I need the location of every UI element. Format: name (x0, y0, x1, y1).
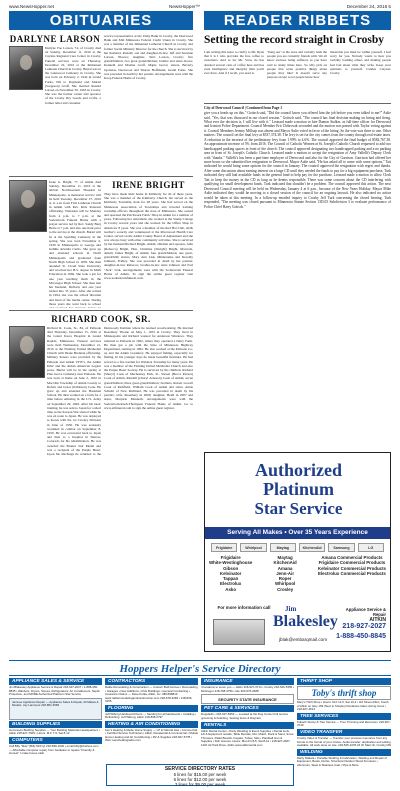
brand-item: Kelvinator Commercial Products (317, 565, 386, 571)
ad-owner-first: Jim (285, 605, 297, 613)
obituaries-banner: OBITUARIES (9, 11, 193, 30)
brand-logo: Frigidaire (211, 543, 237, 552)
brand-item: White-Westinghouse (209, 560, 253, 566)
listing-text: SECURITY STATE INSURANCE (218, 697, 277, 703)
category-computers: COMPUTERS (9, 737, 102, 744)
ad-line-star-service: Star Service (254, 499, 343, 518)
helpers-title-rule (9, 675, 391, 676)
ad-serving-strip: Serving All Makes • Over 35 Years Experience (205, 527, 390, 539)
listing-text: 4 locations to serve you — Aitkin 218-927-3713 • Crosby 218-546-5355 • McGregor 218-768-3759 • Isle 320-676-3488 (201, 685, 294, 693)
helpers-col-1 (9, 678, 102, 757)
listing-text: Ken's Heating & Radio Home Supply — LP & Natural Gas • Commercial • Certified Service Technician • Aitkin. Residential & Commercial • Mobile Home Heating and Air Conditioning • RV & Supplies 218-927-6778 • Web: kensheatingradio.com (105, 727, 198, 743)
listing-text: Toby's thrift shop (311, 688, 377, 698)
ad-owner-last: Blakesley (273, 613, 338, 630)
brand-item: Roper (278, 576, 292, 582)
category-heating: HEATING & AIR CONDITIONING (105, 721, 198, 728)
ad-phones (332, 607, 386, 640)
service-directory-rates (106, 764, 294, 786)
obit-divider-2 (9, 310, 193, 311)
brand-list-3 (318, 555, 386, 592)
letter-col-2 (267, 50, 327, 100)
reader-ribbets-banner: READER RIBBETS (204, 11, 391, 30)
category-tree-services: TREE SERVICES (297, 713, 391, 720)
brand-item: Crosley (277, 586, 294, 592)
council-story (204, 106, 391, 448)
obit-text-darlyne-1 (9, 46, 101, 174)
helpers-top-rule (9, 660, 391, 661)
obit-text-richard-1 (9, 326, 101, 456)
helpers-col-2 (105, 678, 198, 744)
brand-item: Asko (225, 586, 237, 592)
brand-list-1 (209, 555, 252, 592)
ribbets-divider (204, 103, 391, 104)
listing-text: Jamnee Appliance Repair — Appliance Sales & Repair, All Makes & Models. Jay Lammers 218-851-3583 (12, 699, 99, 708)
ad-location: AITKIN (369, 617, 386, 623)
listing-text: Jim Blakesley Appliance Service & Repair 218-927-2027 • 1-888-450-8845 • Washers, Dryers, Stoves, Refrigerators, Air Conditioners, Septic Protection, and MORE Authorized Platinum Star Service (9, 685, 100, 696)
appliance-image (213, 619, 265, 645)
category-thrift-shop: THRIFT SHOP (297, 678, 391, 685)
obit-text-richard-2 (104, 326, 193, 456)
obit-text-irene-2 (104, 192, 193, 308)
brand-item: Kelvinator (219, 570, 242, 576)
letter-text-2: "hang out" at the store and verbally bash the people you are currently friends with. We all know excuses being suffered, as you have said so many times here. So why pick on people that write positive things about people they like? It doesn't serve any purpose except to let people know how (267, 50, 327, 80)
listing-text: Mary's Thrift Shop • Hours: M-F 11-5, Sat 10-4 • 3rd Street Aitkin, South of Aitkin on Hwy 169 (Next to Shopko) Donations taken during hours • 218-927-4613 (297, 700, 389, 712)
date-page-label: December 24, 2016 5 (346, 4, 391, 9)
ad-phone-2[interactable]: 1-888-450-8845 (336, 633, 386, 640)
letter-text-3: miserable you must be within yourself. I feel sorry for you. Nobody wants to hear you verbally bashing others and making people feel bad about what they write. Keep your opinions to yourself. Candee Clayton, Crosby (330, 50, 391, 76)
brand-item: Frigidaire Commercial Products (318, 560, 386, 566)
ad-phone-1[interactable]: 218-927-2027 (342, 623, 386, 630)
rate-line: 6 lines for $12.00 per week (173, 777, 227, 782)
council-story-body: give you a heads up on this." Gottsch said, "Did the council know you offered him the job before you even talked to me?" Aulie said, "Yes, that was discussed in our closed session." Gottsch said, "The council has final decision making on hiring and firing. What ever the decision is, I will live with it." Leonard made a motion to hire Damon Stalker, as full-time officer for Deerwood and Ironton Police Department. Council Member Eric Dobrovak seconded and the motion was passed with Taylor voting against it. Council Members Jeremy Millsap was absent and Mayor Aulie voted in favor of the hiring. So the vote was three to one. Other matters: The council set the final levy at $537,374.38. The levy is set for the city comes from the county through real estate taxes. A reduction in the increase of the preliminary levy from 1.99% to 4.6%. The council approved the final budget of $582,767.38. An approximate increase of 5% from 2016. The Council of Catholic Women at St. Joseph's Catholic Church requested to add two handicapped parking spaces in front of the church. The council approved designating two handicapped parking and a no parking area in front of St. Joseph's Catholic Church. Leonard made a motion to accept the resignation of Amy Vallelli's Deputy Clerk with "thanks." Vallelli's has been a part-time employee of Deerwood and also for the City of Garrison. Garrison had offered her more hours so she submitted her resignation to Deerwood. Mayor Aulie said, "He has asked all to come with some options." Tait indicated he would bring some options for the council in January. The council approved the resignation with regret and thanks. After some discussion about earning interest on a large CD until they needed the funds to pay for a big equipment purchase, Turk indicated they still had available funds in the general fund to help pay for the purchase. Leonard made a motion to allow Clerk Tait to keep the money in the CD as long as he deems responsible. There was some concern about the CD interfering with qualifying for small development funds. Turk indicated that shouldn't be a problem. The council approved this action. The next Deerwood Council meeting will be held on Wednesday, January 4 at 6 p.m., because of the New Years Holiday. Mayor Mike Aulie indicated they would be moving to a closed session of the council for an ongoing lawsuit. He also indicated no action would be taken at this meeting. In a follow-up emailed inquiry to Crosby Jeff Turk concerning the closed hearing, Turk responded, "The meeting was closed pursuant to Minnesota Statute Section 13D.05 Subdivision 3 to evaluate performance of Police Chief Harry Gottsch." (204, 111, 391, 209)
listing-text: Kulseth Stump & Tree Service — Tree Trimming and Removal • 218-927-3740 (297, 719, 391, 728)
obit-name-richard: RICHARD COOK, SR. (51, 314, 151, 324)
ad-contact (209, 605, 386, 649)
obit-name-darlyne: DARLYNE LARSON (9, 34, 101, 44)
tobys-thrift-logo (297, 686, 391, 700)
brand-logo: Maytag (270, 543, 296, 552)
listing-text: Jeff Wiborg Hardwood Floors — Sanding for all hardwoods • Installing • Refinishing. Jeff Wiborg, Aitkin 218-838-2797 (105, 711, 197, 720)
obit-darlyne-col1: Darlyne Fae Larson, 74, of Crosby died on Sunday, December 11, 2016 at the Cuyuna Regional Care Center in Crosby. Funeral services were on Thursday, December 22, 2016 at the Immanuel Lutheran Church in Crosby. Burial was in the Lakewood Cemetery in Crosby. She was born on February 2, 1942 in Grand Forks, ND to Raymond and Muriel (Sorgeson) Graff. She married Ronald Larson on November 30, 1963 in Crosby. She was the former owner and operator of the Crosby Dry Goods and Crafts, a former teller and customer (45, 46, 101, 105)
category-insurance: INSURANCE (201, 678, 294, 685)
listing-text: Dogsdelis • 218-927-6353 — Located at the Dog Center Full service grooming & boarding, Sewing items & Daycare (201, 712, 289, 720)
brand-item: Electrolux (220, 581, 242, 587)
obit-divider-1 (9, 176, 193, 177)
category-flooring: FLOORING (105, 705, 198, 712)
helpers-col-4 (297, 678, 391, 768)
jamnee-ad (9, 698, 102, 720)
obit-text-irene-1 (9, 180, 101, 308)
ad-email[interactable]: jblak@embarqmail.com (279, 637, 328, 642)
ad-brand-lists (209, 555, 386, 592)
ad-line-platinum: Platinum (262, 479, 334, 499)
brand-list-2 (274, 555, 297, 592)
brand-logo: Samsung (328, 543, 354, 552)
letter-headline: Setting the record straight in Crosby (204, 34, 385, 46)
category-welding: WELDING (297, 749, 391, 756)
rates-title: SERVICE DIRECTORY RATES (164, 766, 236, 772)
ad-service-label: Appliance Service & Repair (345, 607, 386, 617)
brand-label: NewsHopper™ (169, 4, 201, 9)
brand-item: Amana (277, 565, 293, 571)
obit-irene-col1: Irene G. Bright, 77, of Aitkin died Sunday, December 11, 2016 at the Abbott Northwestern Hospital in Minneapolis. A memorial service will be held Tuesday, December 27, 2016 at 11 a.m. from First Lutheran Church in Aitkin with Rev. Rick Peterson officiating. Visitation will be Monday from 4 p.m. to 7 p.m. at the Soderstrom Funeral Home with a prayer service led by Rev. Sandy Berg Holte at 7 p.m. and also one hour prior to the service at the church. Burial will be at the Spalding Cemetery in the spring. She was born November 6, 1939 in Minneapolis to George and Judithe Arlenitz Curtis. She grew up and attended schools in North Minneapolis and graduated from North High School in 1958. She then attended St. Cloud State University and received her B.S. degree in Math Education in 1969. She took a job for one year teaching math in the McGregor High School. She then met her husband, Richard, and one year turned into 35 years. After she retired in 1994, she was the school librarian and head of the media center. During those years she went back to school (49, 180, 101, 306)
obit-irene-col2: They have made their home in Kimberly for all of these years. She was a member of the Kimberly Church, but served as the Kimberly Township clerk for 28 years. She had served on the Minnesota Association of Townships and traveled training township officers throughout the state of Minnesota. She owned and operated the Patchwork Fabric Shop in Aitkin for a number of years. Following her retirement, she worked at the Stamp Cottage in Crosby several years and she worked for the Office Shop in Aitkin for 8 years. She was a member of the Red Hat Club, AOK teacher's sorority and volunteered at the Riverwood Health Care Center, served on the Aitkin County Board of Adjustment and she was always busy with other community activities. She is survived by her husband Richard Bright, Aitkin; children and spouses, John (Rebecca) Bright, Hon. Christine (Dwight) Bright, Marveda, Aitkin; James Bright, of Aitkin; four grandchildren; one great-grandchild; sisters, Mary Ann Lisk, Minnetonka and Dorothy Johnson, Fridley. She was preceded in death by her parents; daughter-in-law Rebecca; brother-in-law Arne Johnson and Earl "Jack" Lisk. Arrangements were with the Soderstrom Funeral Home of Aitkin. To sign the online guest register visit www.soderstromfuneral.com. (104, 192, 193, 281)
website-label: www.NewsHopper.net (9, 4, 54, 9)
helpers-col-3 (201, 678, 294, 748)
category-contractors: CONTRACTORS (105, 678, 198, 685)
letter-text-1: I am writing this letter to clarify to Mr. Ryan that it is I who provides the free coffee to customers. And as for Mr. Stow, he has donated several cans of coffee here and has even intelligence and integrity than you'll ever have. And if I recall, you used to (204, 50, 264, 76)
listing-text: Rattle Remodeling & Construction — Custom Built Homes • Remodeling • Garages • New Additions • Pole Buildings • General Contracting • Insurance Claims — Dave Kotka, Aitkin, Lic. #BC638819 www.rattleremodelingandconstruction.com 218-678-3483 • 218-839-4155 (105, 685, 198, 703)
brand-item: Jenn-Air (276, 570, 295, 576)
letter-col-3 (330, 50, 391, 100)
brand-item: Gibson (223, 565, 239, 571)
obit-darlyne-col2: service representative at the Unity Bank in Crosby, the Deerwood Bank and Mid Minnesota Federal Credit Union in Crosby. She was a member of the Immanuel Lutheran Church in Crosby and former Social Ministry Director for the church. She is survived by her husband, Ronald; son and daughter-in-law, Jeff and Suzanne Larson, Nisswa; daughter, Terri Larson, Crosby; five grandchildren; two great grandchildren; brother and sister-in-law, Kenneth and Maxine Graff, Maple Grove; sisters, Beverly Gjomaas, Deerwood and Sharon Hoffmann, Grand Forks. She was preceded in death by her parents. Arrangements were with the Koop Funeral Home of Crosby. (104, 34, 193, 81)
category-pet-care: PET CARE & SERVICES (201, 705, 294, 712)
obit-richard-col2: Dunwoody Institute where he learned woodworking. He married Rosemary Thorne on May 1, 1955 in Crosby. They lived in Minneapolis and Richard worked for Anderson Windows. They returned to Palisade in 1962, where they operated a Dairy Farm. He then got a job with the State of Minnesota Highway Department, retiring in 1992. He also worked at the Palisade Co-op and the Aitkin Creamery. He enjoyed fishing, especially ice fishing. In his younger days he made beautiful furniture. He had served as a fire warden for Waldeck Township for many years. He was a member of the Fleming United Methodist Church and also the Purple Heart Society. He is survived by his children: Richard (Sheryl) Cook of Machesney Park, IL, Steven (Becca Person) Cook of Aitkin, Randall (Cheryl Arneson) Cook of Aitkin; seven grandchildren; three great-grandchildren; brothers, Robert Lowell Cook of Richfield, William Cook of Aitkin and sister, Annis Schultz of New Richland. He was preceded in death by his parents; wife, Rosemary in 2000; daughter, Heidi in 2007 and sister, Marjorie Mannoth. Arrangements were with the Soderstrom-Roeh-Thompson Funeral Home of Aitkin. Go to www.srtfuneral.com to sign the online guest register. (104, 326, 193, 410)
brand-item: KitchenAid (273, 560, 297, 566)
brand-item: Frigidaire (220, 555, 241, 560)
ad-headline (211, 461, 386, 518)
listing-text: Marty Makela • Portable Welding & Fabrication, Welding and Repair of Equipment, Boats, Docks, Structural Outdoor Wood Furnaces • Aluminum, Steel & Stainless Cast • Pipe & More (297, 755, 387, 767)
category-building-supplies: BUILDING SUPPLIES (9, 721, 102, 728)
brand-item: Electrolux Commercial Products (318, 570, 386, 576)
brand-item: Whirlpool (275, 581, 296, 587)
category-rentals: RENTALS (201, 722, 294, 729)
listing-text: Crosby Video & Transfer — Transfer your precious memories from any format to the format of your choice. Audio transfer, duplication and editing available. All work done on site. 218-545-1078 24 W. Main St. Crosby MN (297, 736, 391, 748)
ad-brand-logos (211, 543, 384, 552)
obit-name-irene: IRENE BRIGHT (112, 180, 185, 190)
letter-col-1 (204, 50, 264, 100)
brand-logo: Whirlpool (240, 543, 266, 552)
ad-line-authorized: Authorized (255, 460, 342, 480)
obit-richard-col1: Richard R. Cook, Sr., 84, of Palisade died Thursday, December 15, 2016 at the Grand Itasca Hospital in Grand Rapids, Minnesota. Funeral services were held Wednesday, December 21, 2016 at the Fleming United Methodist Church with Diane Brennan officiating. Military honors were provided by the Palisade and Aitkin VFW's, the Aitkin DAV and the Aitkin American Legion posts. Burial will be in the spring at Pine Grove Cemetery near Palisade. He was born at home on June 2, 1932 in Macville Township of Aitkin County to Robert and Grace (Kittleson) Cook. He grew up and attended the Hassman School. He then worked on a farm for a time before enlisting in the U.S. Army on September 29, 1949. After his basic training, he was sent to Japan for a short time as the Korean War started while he was en route to Japan. He was deployed to Korea with the 1st Cavalry Division in June of 1950. He was seriously wounded in combat on September 8, 1950. He was evacuated back to Japan and then to a hospital in Denver, Colorado for his rehabilitation. He was awarded the Bronze Star Medal and was a recipient of the Purple Heart. Upon his discharge he returned to the (47, 326, 101, 456)
brand-item: Maytag (277, 555, 293, 560)
category-appliance: APPLIANCE SALES & SERVICE (9, 678, 102, 685)
listing-text: Hometown Building Supplies — Your Building Materials Headquarters • Aitkin 218-927-7009 • Hours: M-F 7-5, Sat 8-12 (9, 727, 100, 736)
rate-line: 5 lines for $15.00 per week (173, 772, 227, 777)
brand-logo: KitchenAid (299, 543, 325, 552)
obit-text-darlyne-2 (104, 34, 193, 174)
brand-item: Amana Commercial Products (321, 555, 383, 560)
brand-logo: LG (358, 543, 384, 552)
council-continued-head: City of Deerwood Council | Continued from Page 1 (204, 106, 282, 110)
brand-item: Tappan (223, 576, 239, 582)
security-state-logo (201, 694, 294, 704)
listing-text: Call Billy "Mac" (Billy McFry) 218-839-1630 • email billy@thefixes.com — Affordable computer repair, from hardware to repairs "Friendly & Honest" I make house calls (9, 744, 99, 756)
helpers-title: Hoppers Helper's Service Directory (119, 663, 281, 675)
category-video-transfer: VIDEO TRANSFER (297, 729, 391, 736)
ad-info-label: For more information call (217, 605, 271, 610)
rate-line: 3 lines for $9.00 per week (174, 782, 226, 787)
appliance-ad (204, 452, 391, 652)
listing-text: Aitkin Rental Center • Party Wedding & Event Supplies • Rental tools, Lift & Equipment rentals, Table Rentals, Dirt, Mulch, Rock & Sand, Snow Throwers, Pallet Boards, Kayaks, Tubes, Skis • Paintball Gun & Supplies • Fish Houses. Hours: Mon-Fri 8-5, Sat 8-12 • 218-927-2607 1201 Air Park Drive, Aitkin www.aitkinrental.com (201, 728, 294, 747)
